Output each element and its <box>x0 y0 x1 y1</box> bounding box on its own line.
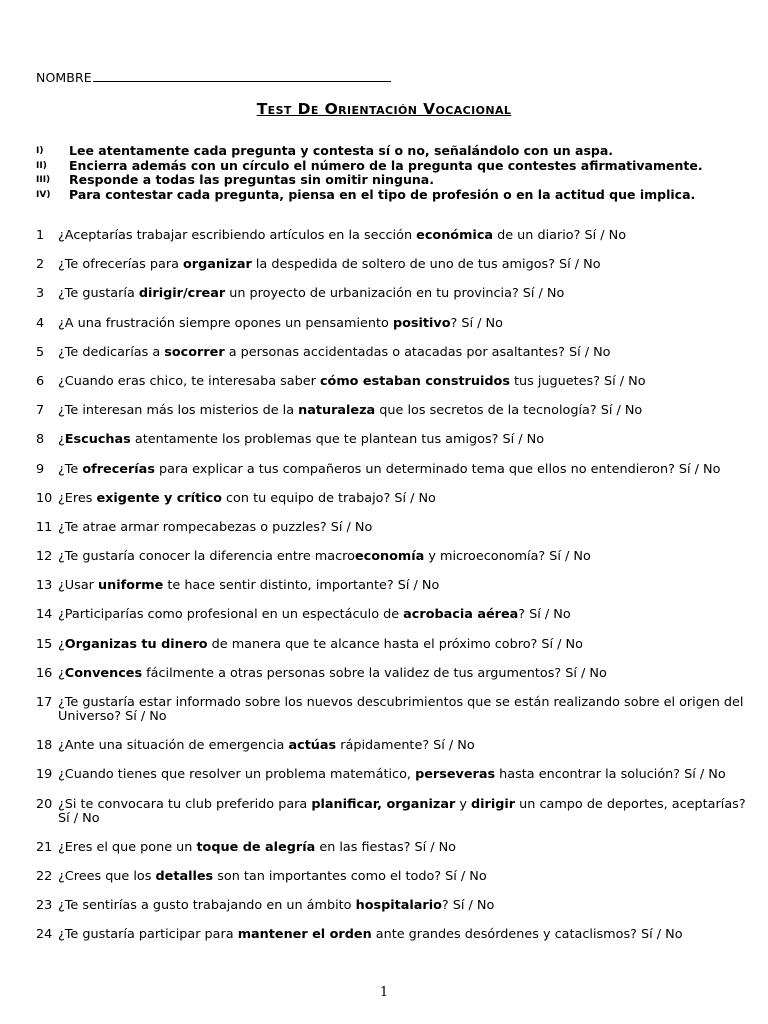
question-text-segment: ¿Te interesan más los misterios de la <box>58 403 299 419</box>
question-number: 7 <box>36 403 45 419</box>
instruction-number: I) <box>36 146 44 156</box>
question-item <box>36 258 748 272</box>
question-keyword: Escuchas <box>64 432 131 448</box>
instruction-number: III) <box>36 175 51 185</box>
question-text-segment: son tan importantes como el todo? Sí / No <box>213 868 487 884</box>
question-item <box>36 608 748 622</box>
question-text-segment: en las fiestas? Sí / No <box>315 839 457 855</box>
name-field[interactable] <box>36 69 391 85</box>
question-keyword: exigente y crítico <box>96 490 222 506</box>
question-text <box>58 491 436 506</box>
question-text-segment: y <box>455 796 471 812</box>
question-keyword: naturaleza <box>298 403 376 419</box>
question-item <box>36 287 748 301</box>
question-item <box>36 870 748 884</box>
question-item <box>36 346 748 360</box>
question-text <box>58 345 610 360</box>
question-text-segment: ¿Te gustaría estar informado sobre los nuevos descubrimientos que se están realizando sobre el origen del Universo? Sí / No <box>58 695 744 724</box>
question-text-segment: atentamente los problemas que te plantean tus amigos? Sí / No <box>130 432 545 448</box>
question-item <box>36 739 748 753</box>
name-label: NOMBRE <box>36 70 92 85</box>
question-item <box>36 229 748 243</box>
question-item <box>36 375 748 389</box>
question-text-segment: ¿Te sentirías a gusto trabajando en un ámbito <box>58 898 356 914</box>
question-text-segment: de un diario? Sí / No <box>493 228 627 243</box>
question-text <box>58 767 726 782</box>
instruction-text: Encierra además con un círculo el número de la pregunta que contestes afirmativamente. <box>69 157 703 173</box>
question-item <box>36 798 748 826</box>
question-text-segment: ¿Te gustaría <box>58 286 139 302</box>
question-number: 21 <box>36 839 53 855</box>
question-text-segment: ¿Cuando eras chico, te interesaba saber <box>58 373 320 389</box>
question-text <box>58 637 583 652</box>
question-number: 14 <box>36 607 53 623</box>
question-text-segment: ¿Cuando tienes que resolver un problema matemático, <box>58 767 416 783</box>
question-keyword: hospitalario <box>355 898 442 914</box>
instruction-number: II) <box>36 160 47 171</box>
question-text-segment: fácilmente a otras personas sobre la validez de tus argumentos? Sí / No <box>142 665 607 681</box>
question-text-segment: ¿Te ofrecerías para <box>58 257 184 273</box>
instruction-item <box>36 188 756 203</box>
question-text <box>58 927 683 942</box>
question-text <box>58 869 487 884</box>
question-keyword: actúas <box>288 738 337 754</box>
question-text <box>58 738 475 753</box>
questions-list <box>36 229 748 958</box>
question-item <box>36 768 748 782</box>
question-text <box>58 374 646 389</box>
question-text-segment: un proyecto de urbanización en tu provincia? Sí / No <box>225 286 565 302</box>
instruction-item <box>36 159 756 174</box>
question-text <box>58 840 456 855</box>
question-text-segment: ¿Eres <box>58 490 97 506</box>
question-text-segment: ¿Si te convocara tu club preferido para <box>58 796 312 812</box>
question-number: 4 <box>36 315 45 331</box>
question-text-segment: hasta encontrar la solución? Sí / No <box>495 767 726 783</box>
question-text-segment: ¿A una frustración siempre opones un pensamiento <box>58 315 393 331</box>
question-text <box>58 695 743 724</box>
question-text-segment: ¿Te gustaría participar para <box>58 927 238 943</box>
instruction-number: IV) <box>36 189 51 200</box>
question-text-segment: ante grandes desórdenes y cataclismos? Sí / No <box>371 927 683 943</box>
question-keyword: cómo estaban construidos <box>319 373 510 389</box>
question-number: 2 <box>36 257 45 273</box>
question-item <box>36 928 748 942</box>
question-keyword: socorrer <box>164 344 225 360</box>
question-text-segment: que los secretos de la tecnología? Sí / No <box>375 403 643 419</box>
question-number: 1 <box>36 228 45 243</box>
question-keyword: uniforme <box>98 578 164 594</box>
question-text-segment: a personas accidentadas o atacadas por asaltantes? Sí / No <box>224 344 611 360</box>
instruction-item <box>36 173 756 188</box>
question-text <box>58 316 503 331</box>
question-text-segment: ¿Te dedicarías a <box>58 344 165 360</box>
question-text <box>58 228 626 243</box>
question-keyword: dirigir/crear <box>138 286 226 302</box>
question-number: 13 <box>36 578 53 594</box>
question-keyword: perseveras <box>415 767 496 783</box>
question-number: 12 <box>36 549 53 565</box>
question-text-segment: ? Sí / No <box>518 607 571 623</box>
question-text-segment: ¿Te atrae armar rompecabezas o puzzles? Sí / No <box>58 519 373 535</box>
question-keyword: detalles <box>155 868 214 884</box>
question-text <box>58 607 571 622</box>
question-number: 15 <box>36 636 53 652</box>
question-keyword: ofrecerías <box>82 461 155 477</box>
question-keyword: acrobacia aérea <box>403 607 519 623</box>
question-number: 16 <box>36 665 53 681</box>
question-text-segment: tus juguetes? Sí / No <box>509 373 646 389</box>
question-keyword: económica <box>416 228 494 243</box>
question-text-segment: ? Sí / No <box>441 898 495 914</box>
question-item <box>36 317 748 331</box>
question-number: 20 <box>36 796 53 812</box>
question-text-segment: ? Sí / No <box>450 315 503 331</box>
question-text-segment: ¿Crees que los <box>58 868 156 884</box>
question-number: 23 <box>36 898 53 914</box>
question-number: 10 <box>36 490 53 506</box>
question-text-segment: un campo de deportes, aceptarías? Sí / No <box>58 796 746 826</box>
question-keyword: Convences <box>64 665 143 681</box>
question-number: 8 <box>36 432 45 448</box>
question-text-segment: ¿Ante una situación de emergencia <box>58 738 289 754</box>
question-item <box>36 404 748 418</box>
question-text-segment: de manera que te alcance hasta el próximo cobro? Sí / No <box>207 636 583 652</box>
question-text-segment: ¿Eres el que pone un <box>58 839 197 855</box>
question-text <box>58 462 720 477</box>
question-text-segment: con tu equipo de trabajo? Sí / No <box>221 490 436 506</box>
question-item <box>36 550 748 564</box>
instruction-text: Lee atentamente cada pregunta y contesta sí o no, señalándolo con un aspa. <box>69 143 614 158</box>
question-text-segment: ¿Participarías como profesional en un espectáculo de <box>58 607 404 623</box>
question-text <box>58 549 591 564</box>
question-item <box>36 463 748 477</box>
question-number: 11 <box>36 519 53 535</box>
question-text-segment: y microeconomía? Sí / No <box>424 549 591 565</box>
question-text-segment: te hace sentir distinto, importante? Sí / No <box>163 578 440 594</box>
question-item <box>36 492 748 506</box>
question-text-segment: ¿Usar <box>58 578 98 594</box>
question-text <box>58 666 607 681</box>
name-blank-line[interactable] <box>93 69 391 82</box>
question-keyword: mantener el orden <box>237 927 372 943</box>
instruction-item <box>36 144 756 159</box>
question-number: 19 <box>36 767 53 783</box>
question-number: 5 <box>36 344 45 360</box>
question-text <box>58 898 494 913</box>
question-text-segment: rápidamente? Sí / No <box>336 738 475 754</box>
question-number: 18 <box>36 738 53 754</box>
instruction-text: Para contestar cada pregunta, piensa en el tipo de profesión o en la actitud que implica. <box>69 186 696 202</box>
page-number: 1 <box>379 985 389 1000</box>
question-keyword: toque de alegría <box>196 839 316 855</box>
question-item <box>36 433 748 447</box>
question-keyword: economía <box>354 549 425 565</box>
question-item <box>36 521 748 535</box>
question-text-segment: ¿ <box>58 636 65 652</box>
question-number: 3 <box>36 286 45 302</box>
question-item <box>36 638 748 652</box>
question-keyword: planificar, organizar <box>311 796 456 812</box>
question-text <box>58 257 601 272</box>
question-item <box>36 899 748 913</box>
question-item <box>36 696 748 724</box>
question-text-segment: ¿Te gustaría conocer la diferencia entre macro <box>58 549 355 565</box>
instructions-list <box>36 144 756 202</box>
question-text-segment: ¿Te <box>58 461 83 477</box>
question-text <box>58 286 564 301</box>
question-keyword: positivo <box>392 315 451 331</box>
question-number: 9 <box>36 461 45 477</box>
question-number: 6 <box>36 373 45 389</box>
question-text <box>58 403 642 418</box>
question-text <box>58 797 746 826</box>
question-number: 24 <box>36 927 53 943</box>
question-text-segment: ¿ <box>58 665 65 681</box>
question-keyword: dirigir <box>470 796 516 812</box>
question-text-segment: para explicar a tus compañeros un determinado tema que ellos no entendieron? Sí / No <box>154 461 721 477</box>
question-text <box>58 432 544 447</box>
question-item <box>36 579 748 593</box>
question-item <box>36 841 748 855</box>
question-text-segment: ¿Aceptarías trabajar escribiendo artículos en la sección <box>58 228 417 243</box>
question-text-segment: ¿ <box>58 432 65 448</box>
instruction-text: Responde a todas las preguntas sin omitir ninguna. <box>69 172 434 187</box>
question-text-segment: la despedida de soltero de uno de tus amigos? Sí / No <box>251 257 601 273</box>
question-text <box>58 578 439 593</box>
question-item <box>36 667 748 681</box>
question-text <box>58 520 372 535</box>
question-keyword: Organizas tu dinero <box>64 636 208 652</box>
question-keyword: organizar <box>183 257 252 273</box>
question-number: 17 <box>36 695 53 710</box>
question-number: 22 <box>36 868 53 884</box>
document-title: Test De Orientación Vocacional <box>256 100 512 118</box>
